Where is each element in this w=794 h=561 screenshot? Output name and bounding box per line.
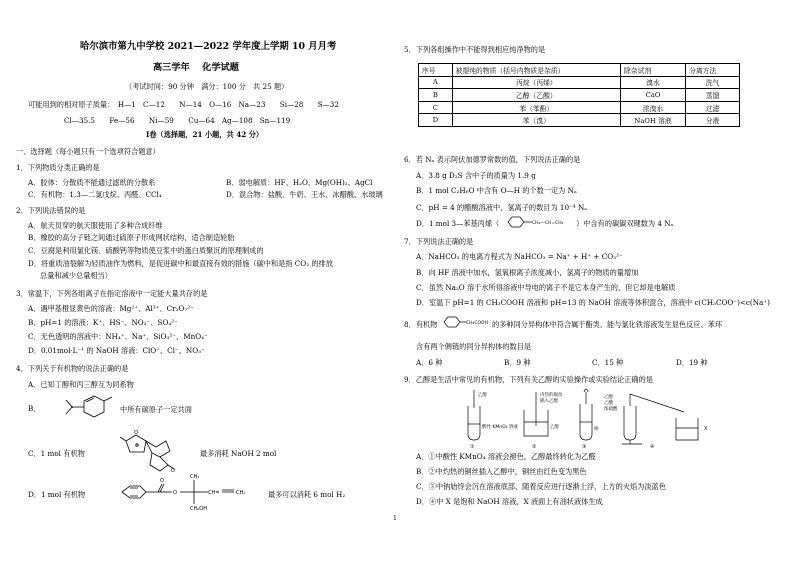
q2-option-c: C．豆腐是利用氯化镁、硫酸钙等物质使豆浆中的蛋白质聚沉的原理制成的	[28, 246, 264, 255]
svg-text:CH₂COOH: CH₂COOH	[466, 321, 488, 326]
q6-option-c: C．pH = 4 的醋酸溶液中，氢离子的数目为 10⁻⁴ Nₐ	[416, 203, 588, 212]
purification-table	[418, 63, 740, 127]
q4-option-a: A．已知丁醇和丙三醇互为同系物	[28, 380, 134, 389]
q7-option-a: A．NaHCO₃ 的电离方程式为 NaHCO₃ = Na⁺ + H⁺ + CO₃²⁻	[416, 252, 623, 261]
q9-option-d: D．④中 X 是饱和 NaOH 溶液，X 液面上有油状液体生成	[416, 497, 603, 506]
q6-option-d-text: ）中含有的碳碳双键数为 4 Nₐ	[576, 219, 674, 228]
table-cell: 蒸馏	[686, 89, 740, 102]
q4-option-b-text: 中所有碳原子一定共面	[120, 405, 192, 414]
q2-stem: 2．下列说法错误的是	[16, 206, 86, 215]
svg-text:CH₂—CH=CH₂: CH₂—CH=CH₂	[532, 221, 564, 226]
table-cell: A	[419, 76, 453, 89]
table-row	[419, 76, 740, 89]
q6-stem: 6．若 Nₐ 表示阿伏加德罗常数的值，下列说法正确的是	[404, 155, 581, 164]
q1-option-a: A．胶体：分散质不能通过滤纸的分散系	[28, 178, 156, 187]
q8-stem-label: 8．有机物	[404, 320, 438, 329]
table-cell: 苯（苯酚）	[452, 101, 620, 114]
q1-option-d: D．混合物：盐酸、牛奶、王水、冰醋酸、水玻璃	[226, 190, 383, 199]
spiro-lactone-structure-icon	[116, 425, 196, 475]
page-number: 1	[393, 515, 397, 522]
q4-option-d-label: D．1 mol 有机物	[28, 490, 86, 499]
table-cell: 浓溴水	[621, 101, 686, 114]
q9-option-b: B．②中灼热的铜丝插入乙醇中，铜丝由红色变为黑色	[416, 467, 587, 476]
q8-option-b: B．9 种	[504, 358, 531, 367]
q9-option-c: C．③中钠始终会沉在溶液底部，随着反应进行逐渐上浮，上方的火焰为淡蓝色	[416, 482, 666, 491]
svg-text:CH=: CH=	[208, 490, 220, 496]
limonene-structure-icon	[40, 392, 120, 426]
q8-stem-text: 的多种同分异构体中符合属于酯类、能与氯化铁溶液发生显色反应、苯环	[492, 320, 723, 329]
q3-option-d: D．0.01mol·L⁻¹ 的 NaOH 溶液：ClO⁻、Cl⁻、NO₃⁻	[28, 346, 205, 355]
q7-option-d: D．室温下 pH=1 的 CH₃COOH 溶液和 pH=13 的 NaOH 溶液等体积混合，溶液中 c(CH₃COO⁻)<c(Na⁺)	[416, 298, 770, 307]
q9-option-a: A．①中酸性 KMnO₄ 溶液会褪色，乙醇最终转化为乙醛	[416, 452, 596, 461]
choice-intro: 一、选择题（每小题只有一个选项符合题意）	[16, 147, 160, 156]
q1-option-b: B．弱电解质：HF、H₂O、Mg(OH)₂、AgCl	[226, 178, 373, 187]
figure-label: 乙酸	[604, 401, 613, 406]
figure-label: 乙醇	[478, 393, 487, 398]
figure-label: 酸性 KMnO₄ 溶液	[482, 425, 518, 430]
q2-option-d-line2: 总量和减少总量相当）	[40, 271, 112, 280]
svg-text:CH₃: CH₃	[190, 474, 200, 480]
q1-stem: 1．下列物质分类正确的是	[16, 163, 100, 172]
svg-text:O: O	[173, 490, 177, 496]
table-header-cell: 分离方法	[686, 64, 740, 77]
svg-text:CH₂OH: CH₂OH	[190, 506, 207, 510]
q3-stem: 3．常温下，下列各组离子在指定溶液中一定能大量共存的是	[16, 289, 208, 298]
table-header-row	[419, 64, 740, 77]
q3-option-b: B．pH=1 的溶液：K⁺、HS⁻、NO₃⁻、SO₄²⁻	[28, 318, 178, 327]
section-heading: Ⅰ卷（选择题，21 小题，共 42 分）	[146, 130, 264, 139]
figure-label: 乙醇	[604, 395, 613, 400]
figure-label: 插入乙醇	[540, 399, 558, 404]
table-cell: 过滤	[686, 101, 740, 114]
table-cell: 洗气	[686, 76, 740, 89]
ethanol-experiments-figure	[454, 388, 724, 448]
q1-option-c: C．有机物：1,3—二氯戊烷、丙醛、CCl₄	[28, 190, 162, 199]
q2-option-d-line1: D．将重质油裂解为轻质油作为燃料，是促进碳中和最直接有效的措施（碳中和是指 CO₂ 的排放	[28, 259, 333, 268]
table-cell: 分液	[686, 114, 740, 127]
table-row	[419, 114, 740, 127]
table-cell: NaOH 溶液	[621, 114, 686, 127]
table-cell: D	[419, 114, 453, 127]
q4-option-b-label: B．	[28, 404, 41, 413]
q4-option-c-text: 最多消耗 NaOH 2 mol	[200, 449, 277, 458]
q8-stem-line2: 含有两个侧链的同分异构体的数目是	[416, 342, 532, 351]
table-cell: 苯（溴）	[452, 114, 620, 127]
figure-number: ③	[582, 444, 587, 448]
phenylpropene-structure-icon	[504, 214, 574, 230]
table-cell: 溴水	[621, 76, 686, 89]
exam-title: 哈尔滨市第九中学校 2021—2022 学年度上学期 10 月月考	[80, 41, 337, 52]
q4-option-d-text: 最多可以消耗 6 mol H₂	[268, 490, 346, 499]
q6-option-b: B．1 mol C₂H₆O 中含有 O—H 的个数一定为 Nₐ	[416, 186, 577, 195]
table-cell: CaO	[621, 89, 686, 102]
q5-stem: 5．下列各组操作中不能得到相应纯净物的是	[404, 45, 546, 54]
q4-stem: 4．下列关于有机物的说法正确的是	[16, 364, 129, 373]
figure-number: ④	[650, 444, 655, 448]
table-header-cell: 除杂试剂	[621, 64, 686, 77]
q3-option-a: A．遇甲基橙显黄色的溶液：Mg²⁺、Al³⁺、Cr₂O₇²⁻	[28, 304, 194, 313]
figure-number: ②	[532, 444, 537, 448]
q7-option-c: C．虽然 Na₂O 溶于水所得溶液中导电的离子不是它本身产生的，但它却是电解质	[416, 283, 676, 292]
figure-label: X	[704, 426, 708, 432]
table-row	[419, 101, 740, 114]
svg-text:O: O	[171, 468, 175, 474]
atomic-masses-line-1: 可能用到的相对原子质量： H—1 C—12 N—14 O—16 Na—23 Si—28 S—32	[28, 100, 339, 109]
figure-number: ①	[470, 444, 475, 448]
table-cell: 丙烷（丙烯）	[452, 76, 620, 89]
exam-subtitle: 高三学年 化学试题	[153, 62, 239, 73]
q7-stem: 7．下列说法正确的是	[404, 237, 474, 246]
figure-label: 浓硫酸	[604, 407, 618, 412]
q3-option-c: C．无色透明的溶液中：NH₄⁺、Na⁺、SiO₃²⁻、MnO₄⁻	[28, 332, 208, 341]
q4-option-c-label: C．1 mol 有机物	[28, 449, 85, 458]
q6-option-d-label: D．1 mol 3—苯基丙烯（	[416, 219, 500, 228]
table-header-cell: 序号	[419, 64, 453, 77]
table-header-cell: 被提纯的物质（括号内物质是杂质）	[452, 64, 620, 77]
svg-text:CH₂: CH₂	[236, 490, 246, 496]
table-row	[419, 89, 740, 102]
q2-option-b: B．橡胶的高分子链之间通过硫原子形成网状结构，适合制造轮胎	[28, 233, 235, 242]
q8-option-d: D．19 种	[676, 358, 708, 367]
q6-option-a: A．3.8 g D₂S 含中子的质量为 1.9 g	[416, 171, 536, 180]
q7-option-b: B．向 HF 溶液中加水，氢氧根离子浓度减小，氢离子的物质的量增加	[416, 268, 639, 277]
table-cell: 乙醇（乙酸）	[452, 89, 620, 102]
figure-label: 内热的铜丝	[540, 393, 563, 398]
q9-stem: 9．乙醇是生活中常见的有机物，下列有关乙醇的实验操作或实验结论正确的是	[404, 375, 653, 384]
exam-info: （考试时间：90 分钟 满分：100 分 共 25 题）	[125, 82, 289, 91]
phenylacetic-acid-structure-icon	[440, 313, 490, 331]
atomic-masses-line-2: Cl—35.5 Fe—56 Ni—59 Cu—64 Ag—108 Sn—119	[64, 116, 291, 125]
svg-text:O: O	[134, 430, 138, 436]
table-cell: B	[419, 89, 453, 102]
ester-structure-icon	[116, 470, 266, 510]
figure-label: 钠	[594, 427, 599, 432]
q8-option-c: C．15 种	[592, 358, 624, 367]
table-cell: C	[419, 101, 453, 114]
svg-text:O: O	[160, 478, 164, 484]
q2-option-a: A．航天员穿的航天服使用了多种合成纤维	[28, 221, 163, 230]
q8-option-a: A．6 种	[416, 358, 443, 367]
figure-label: 乙醇	[550, 425, 559, 430]
